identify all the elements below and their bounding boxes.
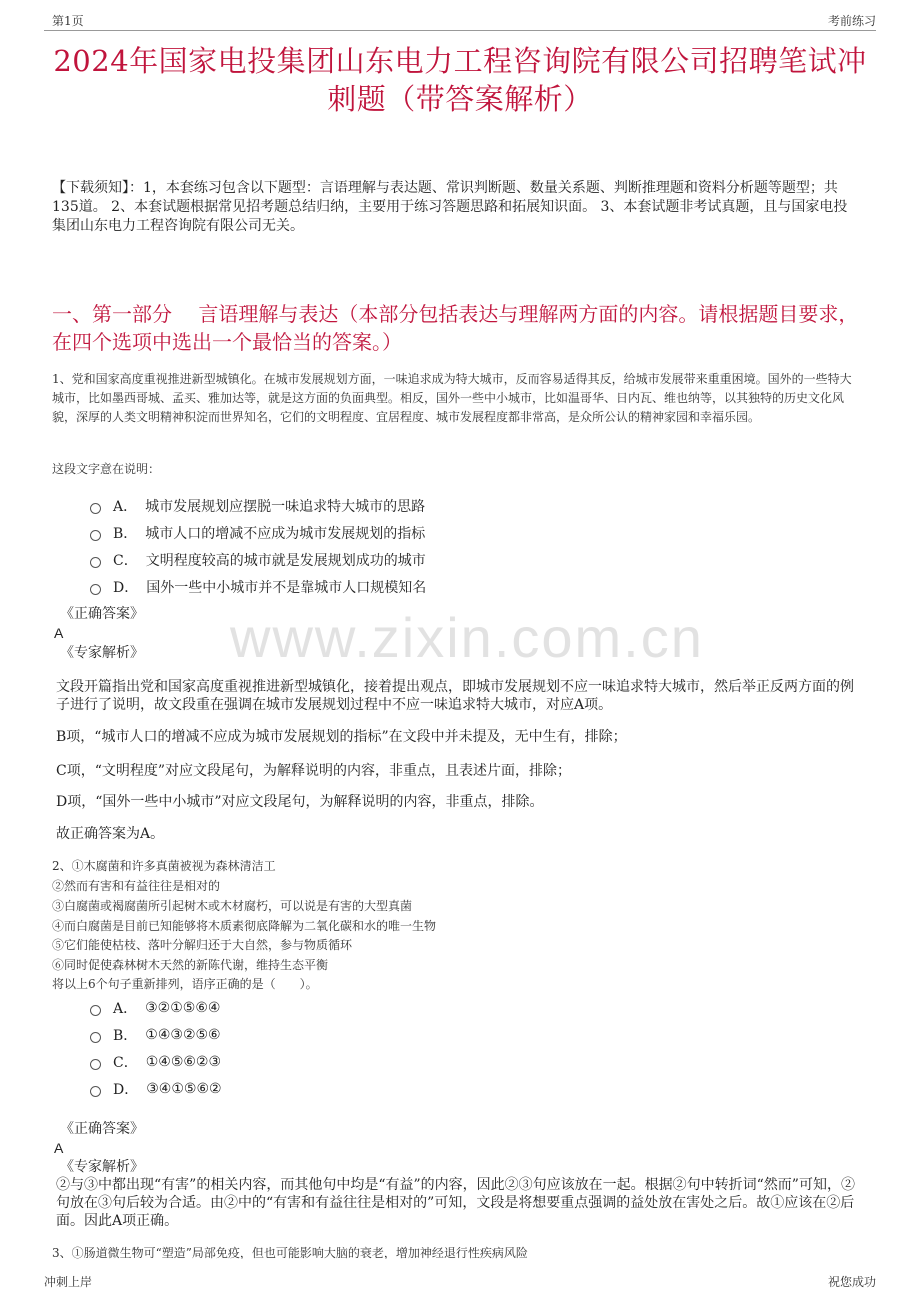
header-rule	[44, 30, 876, 31]
analysis-paragraph: B项，“城市人口的增减不应成为城市发展规划的指标”在文段中并未提及，无中生有，排除；	[56, 729, 627, 745]
question-1-options	[90, 492, 426, 600]
radio-icon[interactable]	[90, 584, 101, 595]
option-text: 国外一些中小城市并不是靠城市人口规模知名	[146, 579, 427, 596]
question-2-line: ②然而有害和有益往往是相对的	[52, 879, 221, 893]
answer-value: A	[54, 1140, 64, 1156]
option-a[interactable]: A． ③②①⑤⑥④	[90, 994, 222, 1021]
analysis-paragraph: ②与③中都出现“有害”的相关内容，而其他句中均是“有益”的内容，因此②③句应该放在一起。根据②句中转折词“然而”可知，②句放在③句后较为合适。由②中的“有害和有益往往是相对的”可知，文段是将想要重点强调的益处放在害处之后。故①应该在②后面。因此A项正确。	[56, 1177, 855, 1229]
question-1-prompt: 这段文字意在说明：	[52, 462, 161, 476]
option-c[interactable]: C． ①④⑤⑥②③	[90, 1048, 222, 1075]
answer-value: A	[54, 625, 64, 641]
question-2-line: ③白腐菌或褐腐菌所引起树木或木材腐朽，可以说是有害的大型真菌	[52, 899, 413, 913]
question-2-prompt: 将以上6个句子重新排列，语序正确的是（ ）。	[52, 977, 318, 991]
download-notice: 【下载须知】：1，本套练习包含以下题型：言语理解与表达题、常识判断题、数量关系题、判断推理题和资料分析题等题型；共135道。 2、本套试题根据常见招考题总结归纳，主要用于练习答题思路和拓展知识面。 3、本套试题非考试真题，且与国家电投集团山东电力工程咨询院有限公司无关。	[52, 180, 848, 234]
option-b[interactable]: B． ①④③②⑤⑥	[90, 1021, 222, 1048]
option-text: ①④⑤⑥②③	[145, 1053, 222, 1070]
option-text: ①④③②⑤⑥	[145, 1026, 221, 1043]
radio-icon[interactable]	[90, 1032, 101, 1043]
analysis-label: 《专家解析》	[60, 1159, 144, 1175]
section-heading: 一、第一部分 言语理解与表达（本部分包括表达与理解两方面的内容。请根据题目要求，在四个选项中选出一个最恰当的答案。）	[52, 302, 859, 354]
question-2-options	[90, 994, 222, 1102]
option-text: ③④①⑤⑥②	[146, 1080, 222, 1097]
header-label: 考前练习	[827, 14, 876, 28]
analysis-conclusion: 故正确答案为A。	[56, 826, 165, 842]
page-number: 第1页	[52, 14, 84, 28]
question-2-line: ⑥同时促使森林树木天然的新陈代谢，维持生态平衡	[52, 958, 329, 972]
question-1-stem: 1、党和国家高度重视推进新型城镇化。在城市发展规划方面，一味追求成为特大城市，反而容易适得其反，给城市发展带来重重困境。国外的一些特大城市，比如墨西哥城、孟买、雅加达等，就是这方面的负面典型。相反，国外一些中小城市，比如温哥华、日内瓦、维也纳等，以其独特的历史文化风貌，深厚的人类文明精神积淀而世界知名，它们的文明程度、宜居程度、城市发展程度都非常高，是众所公认的精神家园和幸福乐园。	[52, 372, 852, 424]
radio-icon[interactable]	[90, 530, 101, 541]
watermark: www.zixin.com.cn	[230, 606, 704, 669]
option-b[interactable]: B． 城市人口的增减不应成为城市发展规划的指标	[90, 519, 426, 546]
analysis-paragraph: D项，“国外一些中小城市”对应文段尾句，为解释说明的内容，非重点，排除。	[56, 794, 544, 810]
option-text: 文明程度较高的城市就是发展规划成功的城市	[145, 552, 426, 569]
answer-label: 《正确答案》	[60, 1121, 144, 1137]
radio-icon[interactable]	[90, 1086, 101, 1097]
question-2-line: ④而白腐菌是目前已知能够将木质素彻底降解为二氧化碳和水的唯一生物	[52, 919, 437, 933]
option-text: 城市发展规划应摆脱一味追求特大城市的思路	[145, 498, 426, 515]
option-text: ③②①⑤⑥④	[145, 999, 221, 1016]
radio-icon[interactable]	[90, 503, 101, 514]
analysis-label: 《专家解析》	[60, 645, 144, 661]
question-2-line: 2、①木腐菌和许多真菌被视为森林清洁工	[52, 859, 276, 873]
option-a[interactable]: A． 城市发展规划应摆脱一味追求特大城市的思路	[90, 492, 426, 519]
question-3-partial: 3、①肠道微生物可“塑造”局部免疫，但也可能影响大脑的衰老，增加神经退行性疾病风险	[52, 1246, 528, 1259]
footer-right: 祝您成功	[827, 1275, 876, 1289]
option-text: 城市人口的增减不应成为城市发展规划的指标	[145, 525, 426, 542]
footer-left: 冲刺上岸	[44, 1275, 93, 1289]
option-d[interactable]: D． 国外一些中小城市并不是靠城市人口规模知名	[90, 573, 426, 600]
radio-icon[interactable]	[90, 1059, 101, 1070]
answer-label: 《正确答案》	[60, 606, 144, 622]
radio-icon[interactable]	[90, 1005, 101, 1016]
question-2-line: ⑤它们能使枯枝、落叶分解归还于大自然，参与物质循环	[52, 938, 353, 952]
option-c[interactable]: C． 文明程度较高的城市就是发展规划成功的城市	[90, 546, 426, 573]
option-d[interactable]: D． ③④①⑤⑥②	[90, 1075, 222, 1102]
analysis-paragraph: C项，“文明程度”对应文段尾句，为解释说明的内容，非重点，且表述片面，排除；	[56, 763, 572, 779]
analysis-paragraph: 文段开篇指出党和国家高度重视推进新型城镇化，接着提出观点，即城市发展规划不应一味追求特大城市，然后举正反两方面的例子进行了说明，故文段重在强调在城市发展规划过程中不应一味追求特大城市，对应A项。	[56, 679, 854, 713]
document-title: 2024年国家电投集团山东电力工程咨询院有限公司招聘笔试冲刺题（带答案解析）	[53, 44, 867, 116]
radio-icon[interactable]	[90, 557, 101, 568]
